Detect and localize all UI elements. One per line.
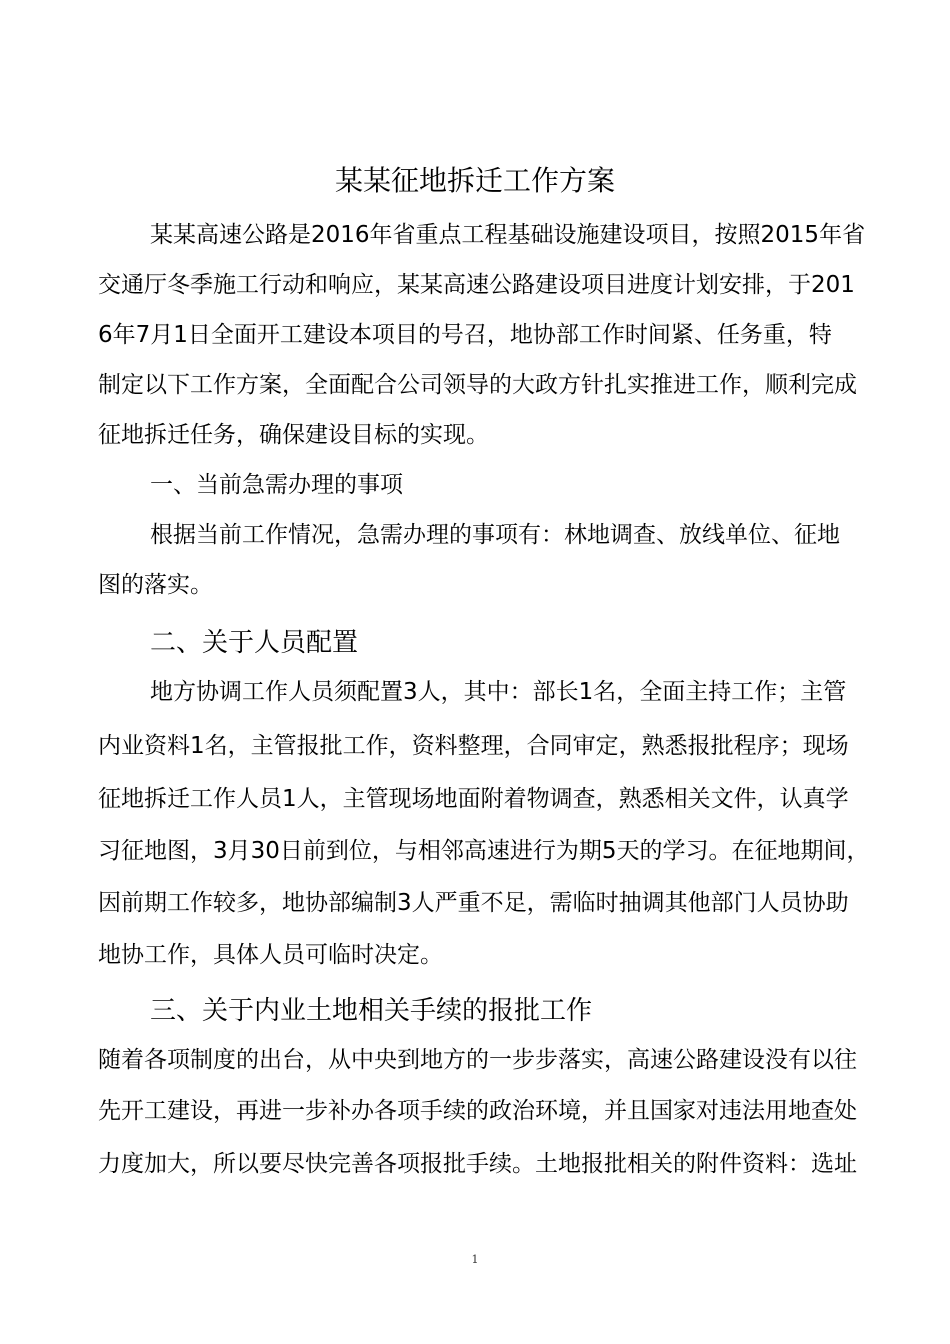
intro-line: 交通厅冬季施工行动和响应，某某高速公路建设项目进度计划安排，于201 bbox=[98, 272, 855, 298]
section3-line: 随着各项制度的出台，从中央到地方的一步步落实，高速公路建设没有以往 bbox=[98, 1047, 857, 1073]
section2-line: 因前期工作较多，地协部编制3人严重不足，需临时抽调其他部门人员协助 bbox=[98, 890, 849, 916]
page-number: 1 bbox=[471, 1253, 479, 1266]
intro-line: 某某高速公路是2016年省重点工程基础设施建设项目，按照2015年省 bbox=[150, 222, 866, 248]
section3-line: 先开工建设，再进一步补办各项手续的政治环境，并且国家对违法用地查处 bbox=[98, 1098, 857, 1124]
intro-line: 制定以下工作方案，全面配合公司领导的大政方针扎实推进工作，顺利完成 bbox=[98, 372, 857, 398]
section-heading-1: 一、当前急需办理的事项 bbox=[150, 472, 403, 498]
section-heading-2: 二、关于人员配置 bbox=[150, 628, 359, 658]
section2-line: 地协工作，具体人员可临时决定。 bbox=[98, 942, 443, 968]
section-heading-3: 三、关于内业土地相关手续的报批工作 bbox=[150, 996, 593, 1026]
section3-line: 力度加大，所以要尽快完善各项报批手续。土地报批相关的附件资料：选址 bbox=[98, 1151, 857, 1177]
section2-line: 内业资料1名，主管报批工作，资料整理，合同审定，熟悉报批程序；现场 bbox=[98, 733, 849, 759]
section1-line: 根据当前工作情况，急需办理的事项有：林地调查、放线单位、征地 bbox=[150, 522, 840, 548]
document-title: 某某征地拆迁工作方案 bbox=[334, 164, 615, 197]
section2-line: 征地拆迁工作人员1人，主管现场地面附着物调查，熟悉相关文件，认真学 bbox=[98, 786, 849, 812]
section2-line: 地方协调工作人员须配置3人，其中：部长1名，全面主持工作；主管 bbox=[150, 679, 847, 705]
section2-line: 习征地图，3月30日前到位，与相邻高速进行为期5天的学习。在征地期间， bbox=[98, 838, 870, 864]
intro-line: 征地拆迁任务，确保建设目标的实现。 bbox=[98, 422, 489, 448]
section1-line: 图的落实。 bbox=[98, 572, 213, 598]
intro-line: 6年7月1日全面开工建设本项目的号召，地协部工作时间紧、任务重，特 bbox=[98, 322, 832, 348]
